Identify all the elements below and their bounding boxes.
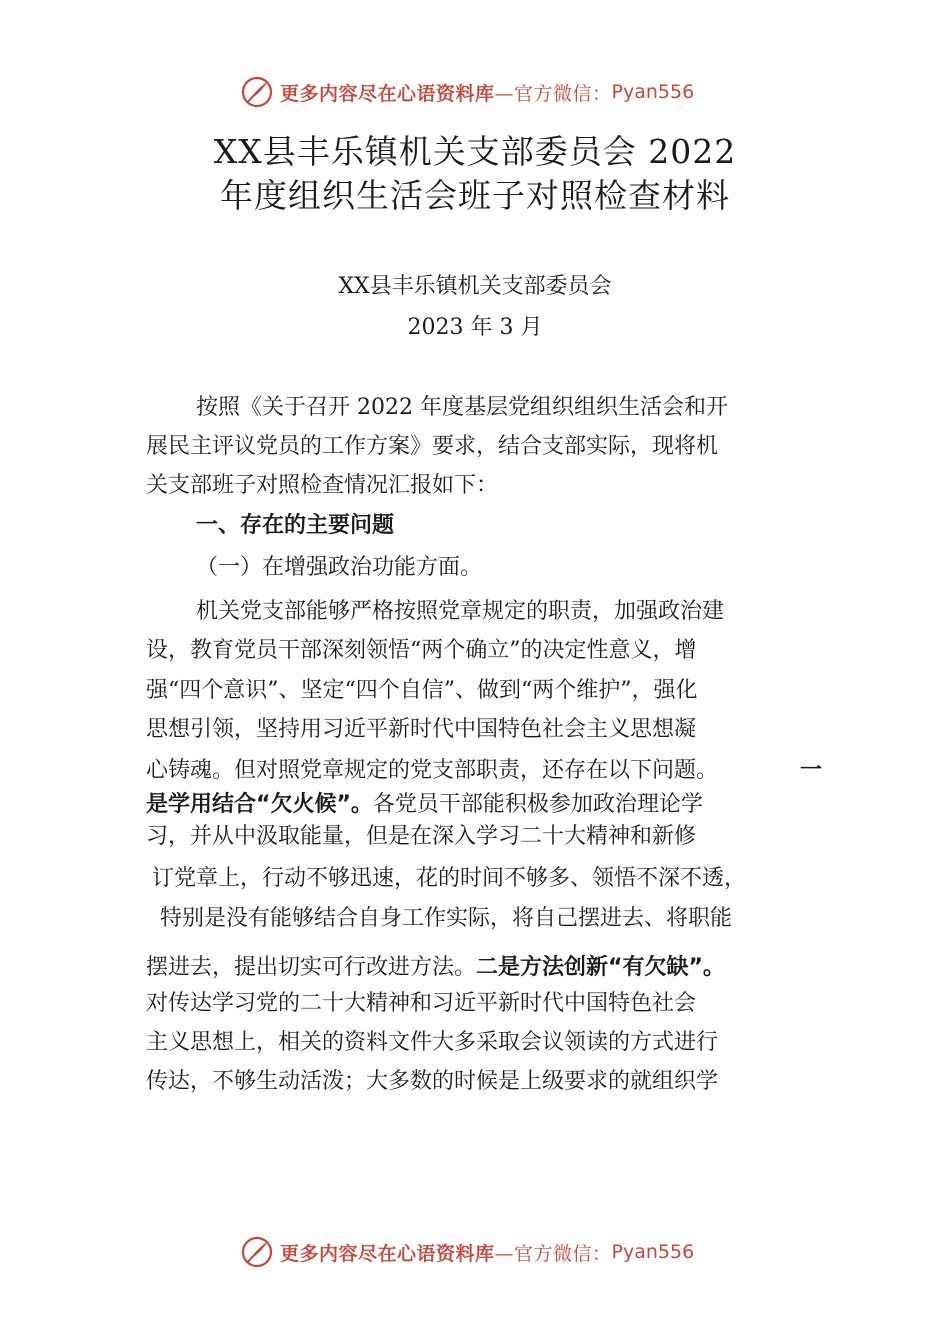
doc-title-line1: XX县丰乐镇机关支部委员会 2022 [213, 132, 737, 171]
body-line: 思想引领，坚持用习近平新时代中国特色社会主义思想凝 [146, 717, 697, 742]
body-line: 主义思想上，相关的资料文件大多采取会议领读的方式进行 [146, 1030, 719, 1055]
subsection-heading: （一）在增强政治功能方面。 [196, 555, 483, 580]
body-line: 对传达学习党的二十大精神和习近平新时代中国特色社会 [146, 991, 697, 1016]
body-line: 展民主评议党员的工作方案》要求，结合支部实际，现将机 [146, 434, 719, 459]
body-line: 机关党支部能够严格按照党章规定的职责，加强政治建 [196, 599, 725, 624]
watermark-sub: —官方微信： [494, 1242, 612, 1265]
doc-org: XX县丰乐镇机关支部委员会 [338, 274, 612, 299]
quill-logo-icon [240, 75, 274, 109]
quill-logo-icon [240, 1235, 274, 1269]
bold-text: 二是方法创新“有欠缺”。 [476, 955, 725, 980]
body-text: 各党员干部能积极参加政治理论学 [372, 792, 703, 817]
watermark-main: 更多内容尽在心语资料库 [280, 82, 495, 105]
bold-text: 是学用结合“欠火候”。 [146, 792, 373, 817]
body-line: 强“四个意识”、坚定“四个自信”、做到“两个维护”，强化 [146, 678, 698, 703]
body-line: 按照《关于召开 2022 年度基层党组织组织生活会和开 [196, 395, 728, 420]
watermark-footer [240, 1234, 760, 1270]
body-line: 设，教育党员干部深刻领悟“两个确立”的决定性意义，增 [146, 638, 697, 663]
bold-text: 一 [800, 758, 823, 783]
body-line: 习，并从中汲取能量，但是在深入学习二十大精神和新修 [146, 824, 697, 849]
body-line [146, 756, 826, 786]
body-line: 特别是没有能够结合自身工作实际，将自己摆进去、将职能 [160, 906, 733, 931]
section-heading: 一、存在的主要问题 [196, 513, 395, 538]
watermark-sub: —官方微信： [494, 82, 612, 105]
watermark-id: Pyan556 [611, 81, 695, 103]
body-line: 订党章上，行动不够迅速，花的时间不够多、领悟不深不透， [152, 866, 747, 891]
body-text: 摆进去，提出切实可行改进方法。 [146, 955, 477, 980]
watermark-header [240, 74, 760, 110]
body-line [146, 953, 826, 983]
watermark-id: Pyan556 [611, 1241, 695, 1263]
watermark-main: 更多内容尽在心语资料库 [280, 1242, 495, 1265]
body-line: 关支部班子对照检查情况汇报如下： [146, 473, 499, 498]
doc-title-line2: 年度组织生活会班子对照检查材料 [220, 176, 730, 215]
body-line [146, 790, 826, 820]
body-text: 心铸魂。但对照党章规定的党支部职责，还存在以下问题。 [146, 758, 719, 783]
body-line: 传达，不够生动活泼；大多数的时候是上级要求的就组织学 [146, 1069, 719, 1094]
doc-date: 2023 年 3 月 [407, 315, 543, 340]
